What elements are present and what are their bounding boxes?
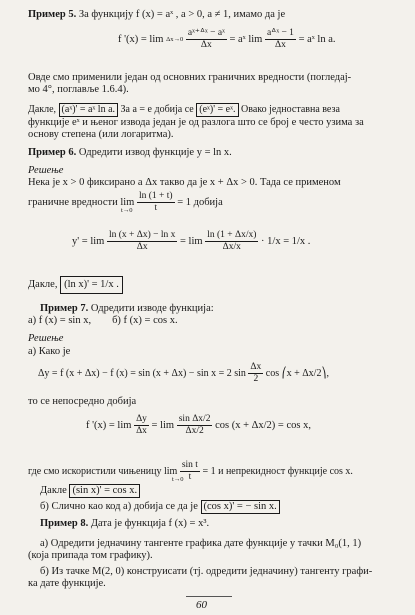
solution-label: Решење (28, 333, 64, 344)
paragraph-line: мо 4°, поглавље 1.6.4). (28, 84, 129, 95)
boxed-formula: (sin x)' = cos x. (69, 484, 140, 498)
paragraph-line: Овде смо применили један од основних граничних вредности (погледај- (28, 72, 352, 83)
page-number: 60 (196, 599, 207, 611)
fraction: $\frac{\text{sin t}}{t}$ (181, 460, 198, 482)
example-6-text: Одредити извод функције y = ln x. (78, 147, 232, 158)
lim-sub: t→0 (172, 476, 184, 483)
conclusion-line: б) Слично као код а) добија се да је (cos x)' = − sin x. (40, 500, 280, 514)
fraction: $\frac{\text{aˣ⁺ᐞˣ − aˣ}}{\Delta x}$ (187, 28, 225, 50)
example-8-title: Пример 8. (40, 518, 89, 529)
fraction: $\frac{\text{sin Δx/2}}{\Delta x/2}$ (178, 414, 211, 436)
example-7-title: Пример 7. (40, 303, 89, 314)
paragraph-line: б) Из тачке M(2, 0) конструисати (тј. одредити једначину) тангенту графи- (40, 566, 373, 577)
boxed-formula: (aˣ)' = aˣ ln a. (59, 103, 118, 117)
fraction: $\frac{\text{ln (x + Δx) − ln x}}{\Delta x}$ (108, 230, 176, 252)
solution-label: Решење (28, 165, 64, 176)
formula-mid: = aˣ lim (229, 33, 263, 45)
boxed-formula: (cos x)' = − sin x. (201, 500, 280, 514)
conclusion-line: Дакле, (ln x)' = 1/x . (28, 276, 123, 294)
paragraph-line: (која припада том графику). (28, 550, 153, 561)
example-7-formula-2: f '(x) = lim $\frac{\Delta y}{\Delta x}$ = lim $\frac{\text{sin Δx/2}}{\Delta x/2}$ cos (x + Δx/2) = cos x, (86, 414, 311, 436)
example-8-heading (40, 518, 209, 530)
paragraph-line: ка дате функције. (28, 578, 106, 589)
fraction: $\frac{\ln (1 + t)}{t}$ (138, 191, 173, 213)
fraction: $\frac{\ln (1 + \Delta x/x)}{\Delta x/x}$ (207, 230, 257, 252)
lim-sub: t→0 (121, 207, 133, 214)
paragraph-line: граничне вредности lim $\frac{\ln (1 + t)}{t}$ = 1 добија (28, 191, 223, 213)
footer-divider (186, 596, 232, 597)
example-7-heading (40, 303, 214, 315)
lim-sub: Δx→0 (166, 36, 184, 43)
example-5-formula (118, 28, 336, 51)
paragraph-line: основу степена (или логаритма). (28, 129, 174, 140)
example-7-items: а) f (x) = sin x, б) f (x) = cos x. (28, 315, 178, 326)
example-5-heading (28, 9, 285, 21)
paragraph-line: то се непосредно добија (28, 396, 137, 407)
formula-end: = aˣ ln a. (298, 33, 336, 45)
paragraph-line: Дакле, (aˣ)' = aˣ ln a. За a = e добија се (eˣ)' = eˣ. Овако једноставна веза (28, 104, 340, 115)
example-6-title: Пример 6. (28, 147, 77, 158)
boxed-formula: (ln x)' = 1/x . (60, 276, 123, 294)
paragraph-line: функције eˣ и њеног извода један је од разлога што се број e често узима за (28, 117, 364, 128)
example-6-heading (28, 147, 232, 159)
paragraph-line: где смо искористили чињеницу lim $\frac{\text{sin t}}{t}$ = 1 и непрекидност функције cos x. (28, 460, 353, 482)
fraction: $\frac{\text{aᐞˣ − 1}}{\Delta x}$ (266, 28, 294, 50)
formula-lhs: f '(x) = lim (118, 33, 164, 45)
example-5-title: Пример 5. (28, 9, 77, 20)
example-8-text: Дата је функција f (x) = x³. (90, 518, 210, 529)
conclusion-line: Дакле (sin x)' = cos x. (40, 484, 140, 498)
fraction: $\frac{\Delta x}{2}$ (250, 362, 262, 384)
example-7-text: Одредити изводе функција: (90, 303, 214, 314)
boxed-formula: (eˣ)' = eˣ. (196, 103, 238, 117)
fraction: $\frac{\Delta y}{\Delta x}$ (136, 414, 147, 436)
paragraph-line: а) Одредити једначину тангенте графика дате функције у тачки M₀(1, 1) (40, 538, 362, 549)
paragraph-line: а) Како је (28, 346, 71, 357)
example-5-text: За функцију f (x) = aˣ , a > 0, a ≠ 1, имамо да је (78, 9, 286, 20)
paragraph-line: Нека је x > 0 фиксирано а Δx такво да је x + Δx > 0. Тада се применом (28, 177, 341, 188)
example-7-formula-1: Δy = f (x + Δx) − f (x) = sin (x + Δx) − sin x = 2 sin $\frac{\Delta x}{2}$ cos ⎛x + Δx/2⎞, (38, 362, 329, 384)
example-6-formula: y' = lim $\frac{\text{ln (x + Δx) − ln x}}{\Delta x}$ = lim $\frac{\ln (1 + \Delta x/x)}{\Delta x/x}$ · 1/x = 1/x . (72, 230, 311, 252)
